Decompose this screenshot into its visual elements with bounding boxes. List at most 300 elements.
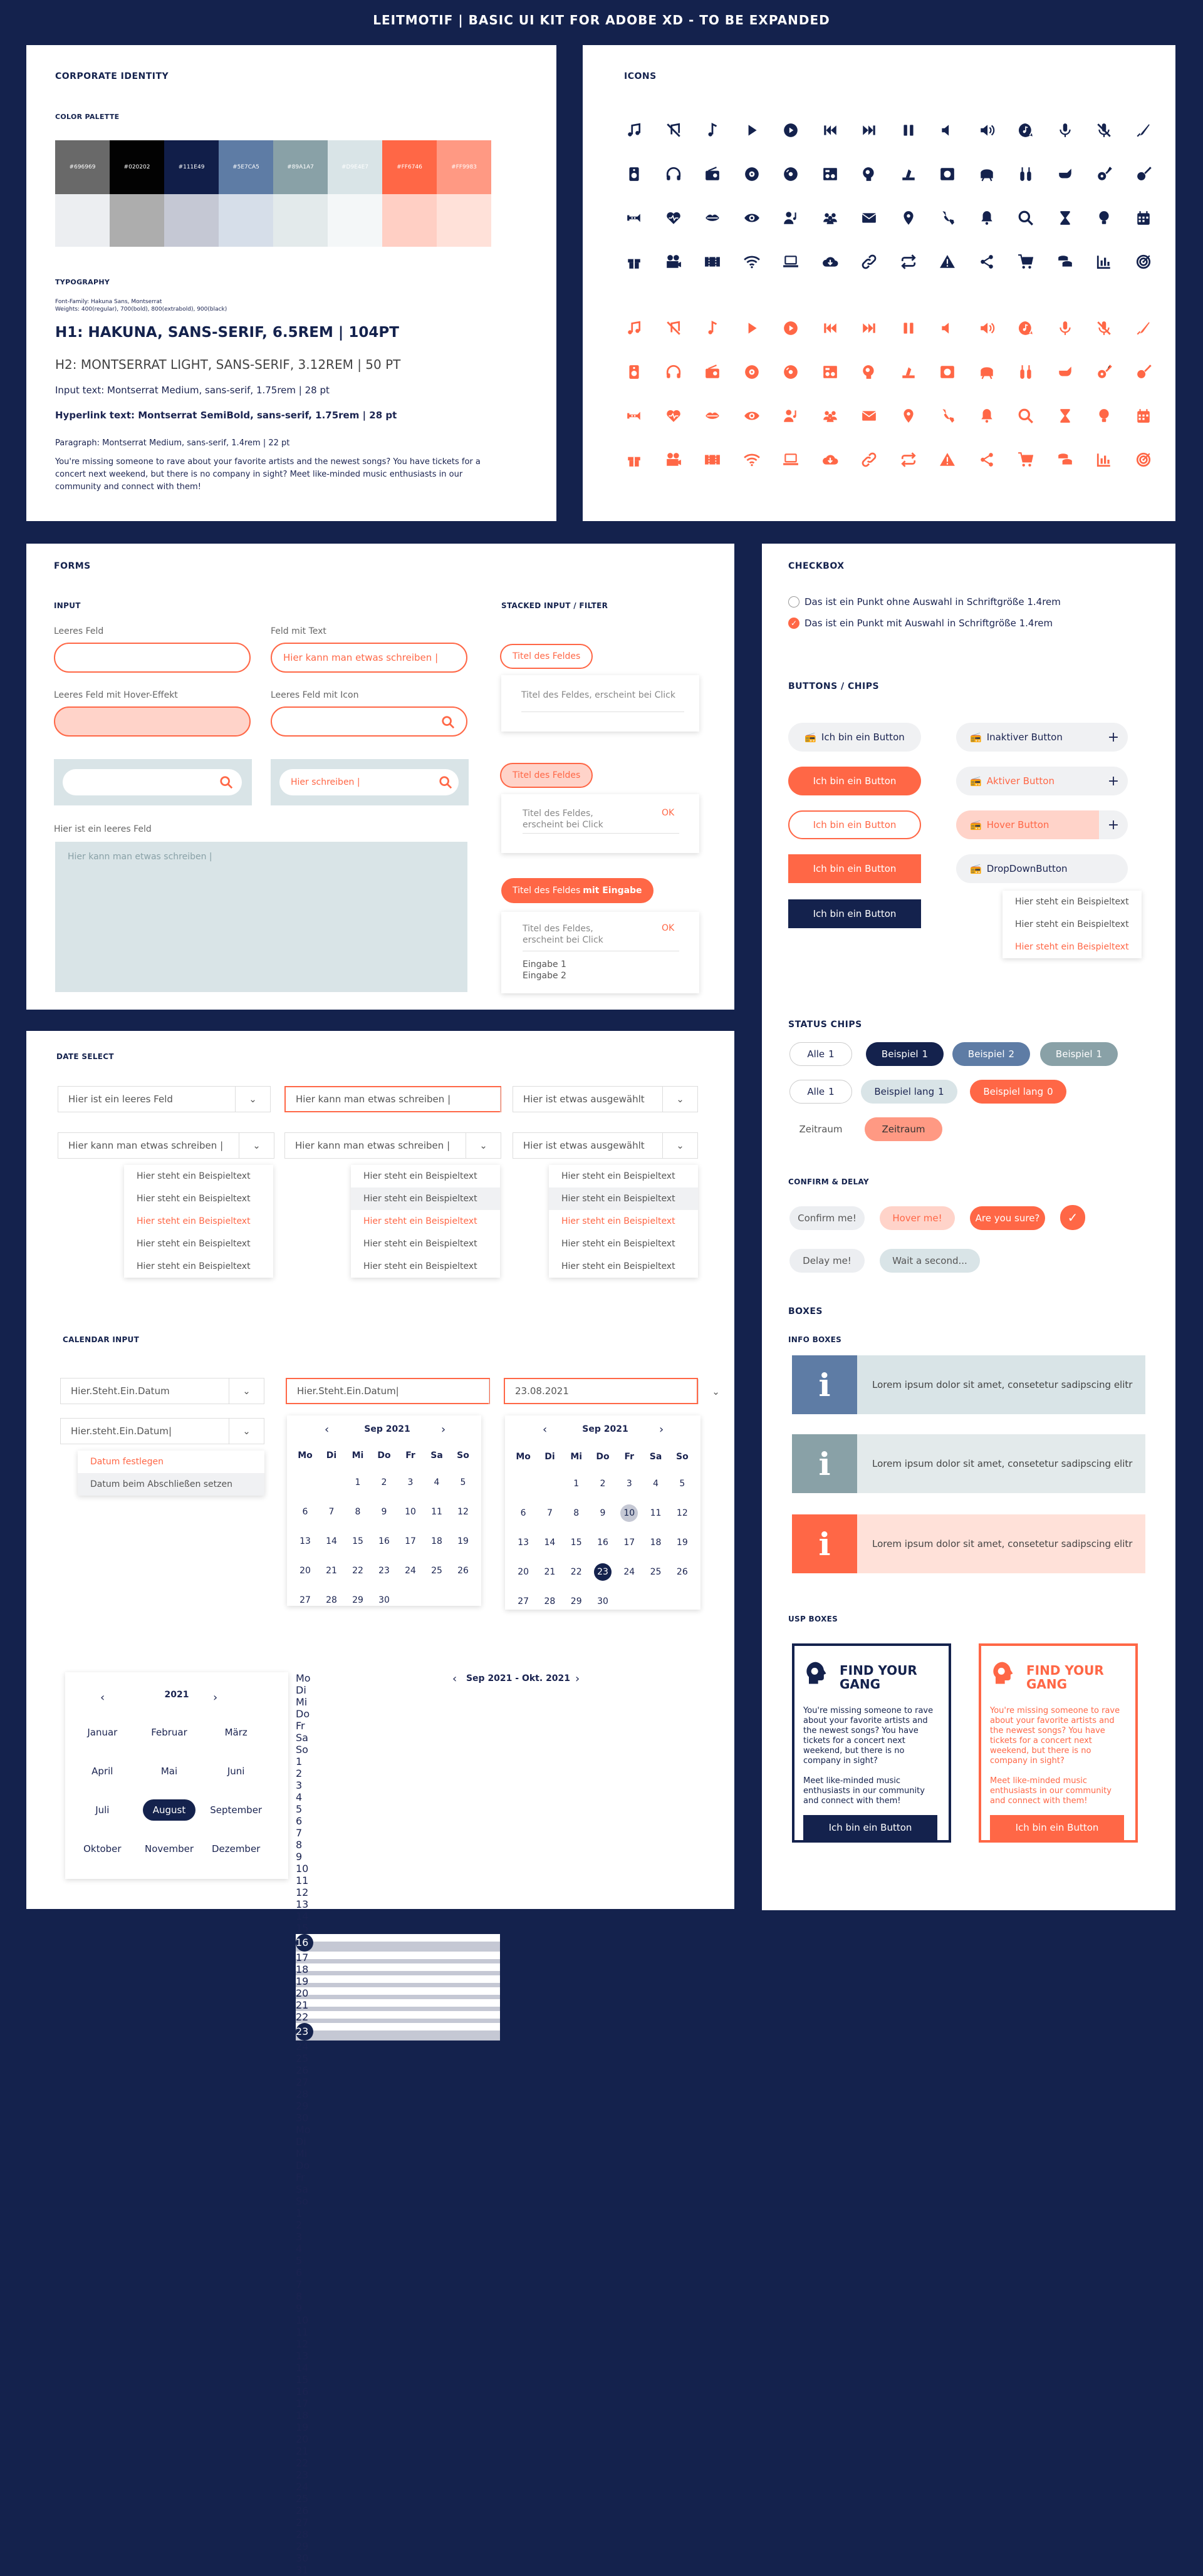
day-cell[interactable]: 15 — [296, 1922, 309, 1934]
search-input[interactable]: Hier schreiben | — [279, 769, 459, 795]
day-cell[interactable]: 9 — [296, 1851, 303, 1863]
day-cell[interactable]: 30 — [296, 2552, 309, 2564]
headphones-icon — [662, 361, 685, 383]
usp-button[interactable]: Ich bin ein Button — [990, 1815, 1124, 1840]
microphone-icon — [1054, 317, 1076, 339]
ticket-icon — [701, 448, 724, 471]
day-cell[interactable]: 6 — [296, 2267, 303, 2279]
search-icon[interactable] — [219, 775, 233, 789]
day-cell[interactable]: 14 — [544, 1538, 556, 1548]
day-cell[interactable]: 14 — [296, 2362, 309, 2374]
day-cell[interactable]: 23 — [590, 1558, 616, 1587]
volume-high-icon — [976, 317, 998, 339]
day-cell[interactable]: 20 — [296, 1987, 500, 1999]
usp-button[interactable]: Ich bin ein Button — [803, 1815, 937, 1840]
day-cell[interactable]: 29 — [296, 2540, 309, 2552]
field-value: 23.08.2021 — [515, 1385, 569, 1397]
month-option[interactable]: Mai — [160, 1766, 178, 1777]
status-chip[interactable]: Zeitraum — [799, 1124, 843, 1135]
hover-button[interactable] — [956, 810, 1099, 839]
day-cell[interactable]: 28 — [296, 2088, 309, 2100]
chip-label: Beispiel — [967, 1048, 1005, 1060]
option-item[interactable]: Datum festlegen — [90, 1457, 164, 1467]
day-cell[interactable]: 21 — [296, 1999, 500, 2011]
delay-chip[interactable]: Wait a second... — [880, 1249, 980, 1273]
location-icon — [897, 207, 920, 229]
guitar-alt-icon — [1132, 361, 1155, 383]
icon-input[interactable] — [271, 706, 467, 737]
day-cell[interactable]: 31 — [296, 2564, 309, 2576]
month-option[interactable]: April — [91, 1766, 113, 1777]
dropdown-button[interactable] — [956, 854, 1128, 883]
font-weights: Weights: 400(regular), 700(bold), 800(extrabold), 900(black) — [55, 306, 227, 313]
day-cell[interactable]: 30 — [597, 1596, 608, 1606]
date-title: DATE SELECT — [56, 1052, 114, 1061]
plus-button[interactable]: + — [1099, 767, 1128, 795]
day-cell[interactable]: 23 — [378, 1566, 390, 1576]
day-cell[interactable]: 10 — [296, 1863, 309, 1875]
hourglass-icon — [1054, 207, 1076, 229]
sample-paragraph: You're missing someone to rave about your favorite artists and the newest songs? You have tickets for a concert next weekend, but there is no company in sight? Meet like-minded music enthusiasts in our community and connect with them! — [55, 457, 481, 492]
list-item[interactable]: Hier steht ein Beispieltext — [561, 1216, 675, 1226]
active-button[interactable] — [956, 767, 1099, 795]
day-cell[interactable]: 28 — [326, 1595, 337, 1605]
list-item[interactable]: Hier steht ein Beispieltext — [561, 1171, 675, 1181]
status-chip[interactable] — [952, 1042, 1030, 1066]
month-grid — [69, 1720, 269, 1861]
empty-cell — [318, 1468, 345, 1497]
list-item[interactable]: Hier steht ein Beispieltext — [549, 1187, 698, 1210]
prev-year-icon[interactable]: ‹ — [100, 1691, 105, 1704]
day-cell[interactable]: 2 — [296, 2219, 303, 2231]
month-option[interactable]: Oktober — [83, 1843, 122, 1854]
day-cell[interactable]: 26 — [676, 1567, 688, 1577]
forms-title: FORMS — [54, 561, 91, 571]
search-input[interactable] — [63, 769, 242, 795]
chevron-down-icon[interactable]: ⌄ — [229, 1419, 264, 1444]
month-option[interactable]: März — [224, 1727, 247, 1738]
list-item[interactable]: Hier steht ein Beispieltext — [137, 1261, 251, 1271]
day-cell[interactable]: 14 — [296, 1910, 309, 1922]
day-cell[interactable]: 28 — [296, 2528, 309, 2540]
delay-chip[interactable]: Delay me! — [789, 1249, 865, 1273]
month-option[interactable]: Januar — [87, 1727, 118, 1738]
list-item[interactable]: Hier steht ein Beispieltext — [363, 1171, 477, 1181]
day-cell[interactable]: 7 — [546, 1508, 553, 1518]
day-cell[interactable]: 5 — [296, 2255, 303, 2267]
option-item[interactable]: Datum beim Abschließen setzen — [78, 1473, 264, 1496]
day-cell[interactable]: 3 — [407, 1477, 414, 1487]
repeat-icon — [897, 251, 920, 273]
day-cell[interactable]: 15 — [352, 1536, 363, 1546]
chip-count: 1 — [828, 1048, 835, 1060]
month-option[interactable]: September — [210, 1804, 263, 1816]
prev-month-icon[interactable]: ‹ — [543, 1423, 548, 1436]
typography-title: TYPOGRAPHY — [55, 278, 110, 286]
day-cell[interactable]: 11 — [650, 1508, 662, 1518]
day-cell[interactable]: 24 — [623, 1567, 635, 1577]
day-cell[interactable]: 13 — [296, 1898, 309, 1910]
dark-button[interactable]: Ich bin ein Button — [788, 899, 921, 928]
search-icon[interactable] — [441, 715, 455, 729]
radio-icon: 📻 — [805, 732, 816, 743]
chevron-down-icon[interactable]: ⌄ — [662, 1133, 697, 1158]
day-cell[interactable]: 2 — [600, 1479, 606, 1489]
list-item[interactable]: Hier steht ein Beispieltext — [137, 1216, 251, 1226]
forms-panel — [26, 544, 734, 1010]
divider — [523, 833, 679, 834]
day-cell[interactable]: 25 — [296, 2493, 309, 2505]
dropdown-item[interactable]: Hier steht ein Beispieltext — [1015, 942, 1129, 952]
ok-link[interactable]: OK — [662, 808, 675, 818]
day-cell[interactable]: 6 — [296, 1815, 303, 1827]
day-cell[interactable]: 18 — [296, 2409, 309, 2421]
day-cell[interactable]: 29 — [570, 1596, 582, 1606]
color-swatch: #D9E4E7 — [328, 140, 382, 194]
day-cell[interactable]: 30 — [378, 1595, 390, 1605]
day-cell[interactable]: 8 — [573, 1508, 580, 1518]
day-cell[interactable]: 25 — [431, 1566, 442, 1576]
month-option[interactable]: Juni — [227, 1766, 245, 1777]
plus-button[interactable]: + — [1099, 723, 1128, 752]
day-grid — [296, 1672, 500, 2124]
next-icon — [858, 317, 880, 339]
list-item[interactable]: Hier steht ein Beispieltext — [363, 1239, 477, 1249]
volume-low-icon — [936, 317, 959, 339]
inactive-button[interactable] — [956, 723, 1099, 752]
list-item[interactable]: Hier steht ein Beispieltext — [561, 1261, 675, 1271]
color-tint — [437, 194, 491, 247]
day-cell[interactable]: 20 — [518, 1567, 529, 1577]
day-cell[interactable]: 23 — [296, 2023, 500, 2041]
stacked-chip[interactable] — [501, 878, 654, 903]
day-cell[interactable]: 4 — [296, 1791, 303, 1803]
dropdown-item[interactable]: Hier steht ein Beispieltext — [1015, 919, 1129, 929]
day-cell[interactable]: 19 — [676, 1538, 688, 1548]
day-cell[interactable]: 19 — [296, 1975, 500, 1987]
search-icon[interactable] — [439, 775, 452, 789]
date-select[interactable] — [284, 1132, 501, 1159]
day-cell[interactable]: 12 — [296, 2338, 309, 2350]
day-cell[interactable]: 4 — [653, 1479, 659, 1489]
day-cell[interactable]: 21 — [326, 1566, 337, 1576]
day-cell[interactable]: 1 — [296, 1756, 303, 1767]
day-cell[interactable]: 1 — [355, 1477, 361, 1487]
usp-box — [792, 1643, 951, 1843]
day-cell[interactable]: 22 — [352, 1566, 363, 1576]
radio-icon — [701, 361, 724, 383]
date-field[interactable] — [286, 1378, 490, 1404]
day-cell[interactable]: 24 — [405, 1566, 416, 1576]
checkbox-label: Das ist ein Punkt mit Auswahl in Schriftgröße 1.4rem — [805, 618, 1053, 629]
day-cell[interactable]: 5 — [679, 1479, 685, 1489]
radio-unchecked-icon[interactable] — [788, 596, 799, 608]
ok-link[interactable]: OK — [662, 923, 675, 933]
empty-input[interactable] — [54, 643, 251, 673]
weekday-label: Do — [296, 1708, 310, 1720]
day-cell[interactable]: 8 — [355, 1507, 361, 1517]
day-cell[interactable]: 11 — [296, 1875, 309, 1886]
day-cell[interactable]: 12 — [676, 1508, 688, 1518]
info-text: Lorem ipsum dolor sit amet, consetetur sadipscing elitr — [872, 1538, 1133, 1549]
day-cell[interactable]: 27 — [299, 1595, 311, 1605]
day-cell[interactable]: 10 — [296, 2314, 309, 2326]
day-cell[interactable]: 10 — [616, 1499, 642, 1528]
day-cell[interactable]: 13 — [296, 2350, 309, 2362]
chart-icon — [1093, 448, 1115, 471]
day-cell[interactable]: 7 — [296, 2279, 303, 2290]
list-item[interactable]: Hier steht ein Beispieltext — [363, 1216, 477, 1226]
list-item[interactable]: Hier steht ein Beispieltext — [137, 1239, 251, 1249]
outline-pill-button[interactable]: Ich bin ein Button — [788, 810, 921, 839]
primary-button[interactable]: Ich bin ein Button — [788, 854, 921, 883]
cloud-download-icon — [819, 448, 841, 471]
day-cell[interactable]: 29 — [296, 2100, 309, 2112]
confirm-chip[interactable]: Confirm me! — [789, 1206, 865, 1230]
day-cell[interactable]: 9 — [296, 2302, 303, 2314]
entry-item[interactable]: Eingabe 1 — [523, 960, 566, 970]
guitar-pick-icon — [1132, 317, 1155, 339]
status-chip[interactable] — [861, 1080, 957, 1104]
date-select[interactable] — [513, 1086, 698, 1112]
day-cell[interactable]: 17 — [296, 1952, 500, 1963]
day-cell[interactable]: 19 — [457, 1536, 469, 1546]
date-select[interactable] — [58, 1086, 271, 1112]
confirm-chip[interactable]: Hover me! — [880, 1206, 955, 1230]
checkbox-item[interactable] — [788, 618, 1053, 629]
day-cell[interactable]: 4 — [434, 1477, 440, 1487]
cart-icon — [1014, 251, 1037, 273]
trumpet-icon — [623, 405, 645, 427]
day-cell[interactable]: 9 — [381, 1507, 387, 1517]
warning-icon — [936, 251, 959, 273]
date-select[interactable] — [58, 1132, 274, 1159]
info-text: Lorem ipsum dolor sit amet, consetetur sadipscing elitr — [872, 1379, 1133, 1390]
checkbox-title: CHECKBOX — [788, 561, 845, 571]
hover-input[interactable] — [54, 706, 251, 737]
stacked-chip[interactable]: Titel des Feldes — [500, 644, 593, 669]
list-item[interactable]: Hier steht ein Beispieltext — [351, 1187, 500, 1210]
date-select[interactable] — [513, 1132, 698, 1159]
day-cell[interactable]: 12 — [296, 1886, 309, 1898]
day-cell[interactable]: 5 — [296, 1803, 303, 1815]
day-cell[interactable]: 28 — [544, 1596, 556, 1606]
day-cell[interactable]: 17 — [296, 2398, 309, 2409]
next-month-icon[interactable]: › — [575, 1672, 580, 1685]
day-cell[interactable]: 27 — [296, 2517, 309, 2528]
chevron-down-icon[interactable]: ⌄ — [662, 1087, 697, 1112]
day-cell[interactable]: 18 — [296, 1963, 500, 1975]
weekday-label: Di — [296, 1684, 306, 1696]
lightbulb-icon — [1093, 405, 1115, 427]
day-cell[interactable]: 13 — [518, 1538, 529, 1548]
day-cell[interactable]: 10 — [405, 1507, 416, 1517]
day-cell[interactable]: 27 — [296, 2076, 309, 2088]
day-cell[interactable]: 26 — [296, 2064, 309, 2076]
bass-icon — [1014, 361, 1037, 383]
hourglass-icon — [1054, 405, 1076, 427]
chevron-down-icon[interactable]: ⌄ — [698, 1379, 733, 1404]
day-cell[interactable]: 23 — [296, 2469, 309, 2481]
radio-icon: 📻 — [970, 775, 982, 787]
status-chip[interactable] — [1040, 1042, 1118, 1066]
next-icon — [858, 119, 880, 142]
day-cell[interactable]: 12 — [457, 1507, 469, 1517]
day-cell[interactable]: 18 — [431, 1536, 442, 1546]
status-chip[interactable] — [970, 1080, 1066, 1104]
speaker-icon — [623, 163, 645, 185]
usp-paragraph: Meet like-minded music enthusiasts in our community and connect with them! — [990, 1776, 1112, 1806]
day-cell[interactable]: 27 — [518, 1596, 529, 1606]
status-chip[interactable]: Zeitraum — [865, 1117, 942, 1141]
day-cell[interactable]: 16 — [296, 2386, 309, 2398]
day-cell[interactable]: 22 — [296, 2011, 500, 2023]
day-cell[interactable]: 30 — [296, 2112, 309, 2124]
day-cell[interactable]: 25 — [650, 1567, 662, 1577]
stacked-chip[interactable]: Titel des Feldes — [500, 763, 593, 788]
prev-month-icon[interactable]: ‹ — [452, 1672, 457, 1685]
music-note-icon — [623, 317, 645, 339]
date-options — [78, 1451, 264, 1496]
primary-pill-button[interactable]: Ich bin ein Button — [788, 767, 921, 795]
prev-month-icon[interactable]: ‹ — [325, 1423, 330, 1436]
day-cell[interactable]: 1 — [573, 1479, 580, 1489]
day-cell[interactable]: 16 — [378, 1536, 390, 1546]
bell-icon — [976, 207, 998, 229]
day-cell[interactable]: 13 — [299, 1536, 311, 1546]
weekday-label: Do — [377, 1451, 391, 1461]
chevron-down-icon[interactable]: ⌄ — [229, 1379, 264, 1404]
day-cell[interactable]: 25 — [296, 2052, 309, 2064]
dropdown-item[interactable]: Hier steht ein Beispieltext — [1015, 897, 1129, 907]
list-item[interactable]: Hier steht ein Beispieltext — [561, 1239, 675, 1249]
empty-cell — [292, 1468, 318, 1497]
date-select[interactable] — [284, 1086, 501, 1112]
tv-icon — [936, 361, 959, 383]
day-cell[interactable]: 5 — [460, 1477, 466, 1487]
next-month-icon[interactable]: › — [441, 1423, 446, 1436]
day-cell[interactable]: 4 — [296, 2243, 303, 2255]
status-chip[interactable] — [789, 1080, 852, 1104]
day-cell[interactable]: 9 — [600, 1508, 606, 1518]
status-chip[interactable] — [789, 1042, 852, 1066]
day-cell[interactable]: 3 — [296, 1779, 303, 1791]
day-cell[interactable]: 6 — [520, 1508, 526, 1518]
repeat-icon — [897, 448, 920, 471]
entry-item[interactable]: Eingabe 2 — [523, 971, 566, 981]
day-cell[interactable]: 21 — [544, 1567, 556, 1577]
day-grid — [296, 2124, 495, 2576]
day-cell[interactable]: 17 — [405, 1536, 416, 1546]
day-cell[interactable]: 29 — [352, 1595, 363, 1605]
ghost-button[interactable] — [788, 723, 921, 752]
day-cell[interactable]: 3 — [626, 1479, 632, 1489]
date-field[interactable] — [60, 1378, 264, 1404]
day-cell[interactable]: 15 — [296, 2374, 309, 2386]
palette-title: COLOR PALETTE — [55, 113, 120, 121]
day-cell[interactable]: 11 — [296, 2326, 309, 2338]
day-cell[interactable]: 19 — [296, 2421, 309, 2433]
date-field[interactable] — [504, 1378, 720, 1404]
day-cell[interactable]: 16 — [597, 1538, 608, 1548]
lightbulb-icon — [1093, 207, 1115, 229]
month-option[interactable]: Juli — [95, 1804, 110, 1816]
day-cell[interactable]: 24 — [296, 2481, 309, 2493]
text-input[interactable]: Hier kann man etwas schreiben | — [271, 643, 467, 673]
date-field[interactable] — [60, 1418, 264, 1444]
year-label: 2021 — [164, 1690, 189, 1700]
day-cell[interactable]: 18 — [650, 1538, 662, 1548]
month-option[interactable]: November — [144, 1843, 194, 1854]
day-cell[interactable]: 16 — [296, 1934, 500, 1952]
confirm-chip[interactable]: Are you sure? — [970, 1206, 1045, 1230]
day-cell[interactable]: 24 — [296, 2041, 309, 2052]
next-month-icon[interactable]: › — [659, 1423, 664, 1436]
month-option[interactable]: Februar — [151, 1727, 187, 1738]
day-cell[interactable]: 2 — [381, 1477, 387, 1487]
color-tint — [55, 194, 110, 247]
weekday-label: Sa — [430, 1451, 443, 1461]
month-option[interactable]: Dezember — [211, 1843, 261, 1854]
button-label: DropDownButton — [986, 863, 1068, 874]
vinyl-icon — [741, 163, 763, 185]
day-cell[interactable]: 7 — [328, 1507, 335, 1517]
day-cell[interactable]: 2 — [296, 1767, 303, 1779]
month-option[interactable]: August — [136, 1798, 203, 1823]
calendar-popup — [287, 1415, 481, 1606]
radio-checked-icon[interactable]: ✓ — [788, 618, 799, 629]
checkbox-item[interactable] — [788, 596, 1061, 608]
list-item[interactable]: Hier steht ein Beispieltext — [363, 1261, 477, 1271]
day-cell[interactable]: 26 — [296, 2505, 309, 2517]
plus-button[interactable]: + — [1099, 810, 1128, 839]
usp-title: USP BOXES — [788, 1615, 838, 1623]
day-cell[interactable]: 26 — [457, 1566, 469, 1576]
group-icon — [819, 405, 841, 427]
textarea[interactable]: Hier kann man etwas schreiben | — [55, 842, 467, 992]
day-cell[interactable]: 14 — [326, 1536, 337, 1546]
day-cell[interactable]: 8 — [296, 1839, 303, 1851]
day-cell[interactable]: 17 — [623, 1538, 635, 1548]
day-cell[interactable]: 22 — [570, 1567, 582, 1577]
next-year-icon[interactable]: › — [213, 1691, 218, 1704]
search-container — [54, 759, 252, 805]
dropdown-menu — [1002, 891, 1142, 958]
chevron-down-icon[interactable]: ⌄ — [235, 1087, 270, 1112]
chip-count: 1 — [922, 1048, 929, 1060]
day-cell[interactable]: 20 — [299, 1566, 311, 1576]
list-item[interactable]: Hier steht ein Beispieltext — [137, 1194, 251, 1204]
chevron-down-icon[interactable]: ⌄ — [466, 1133, 501, 1158]
weekday-label: Mo — [296, 2124, 311, 2136]
day-cell[interactable]: 11 — [431, 1507, 442, 1517]
status-chip[interactable] — [866, 1042, 944, 1066]
day-cell[interactable]: 8 — [296, 2290, 303, 2302]
day-cell[interactable]: 1 — [296, 2207, 303, 2219]
chevron-down-icon[interactable]: ⌄ — [239, 1133, 274, 1158]
stacked-card — [501, 675, 699, 732]
no-music-icon — [662, 317, 685, 339]
day-cell[interactable]: 21 — [296, 2445, 309, 2457]
day-cell[interactable]: 7 — [296, 1827, 303, 1839]
day-cell[interactable]: 3 — [296, 2231, 303, 2243]
day-cell[interactable]: 22 — [296, 2457, 309, 2469]
day-cell[interactable]: 15 — [570, 1538, 582, 1548]
list-item[interactable]: Hier steht ein Beispieltext — [137, 1171, 251, 1181]
checkmark-icon[interactable]: ✓ — [1060, 1205, 1085, 1230]
day-cell[interactable]: 20 — [296, 2433, 309, 2445]
day-cell[interactable]: 6 — [302, 1507, 308, 1517]
